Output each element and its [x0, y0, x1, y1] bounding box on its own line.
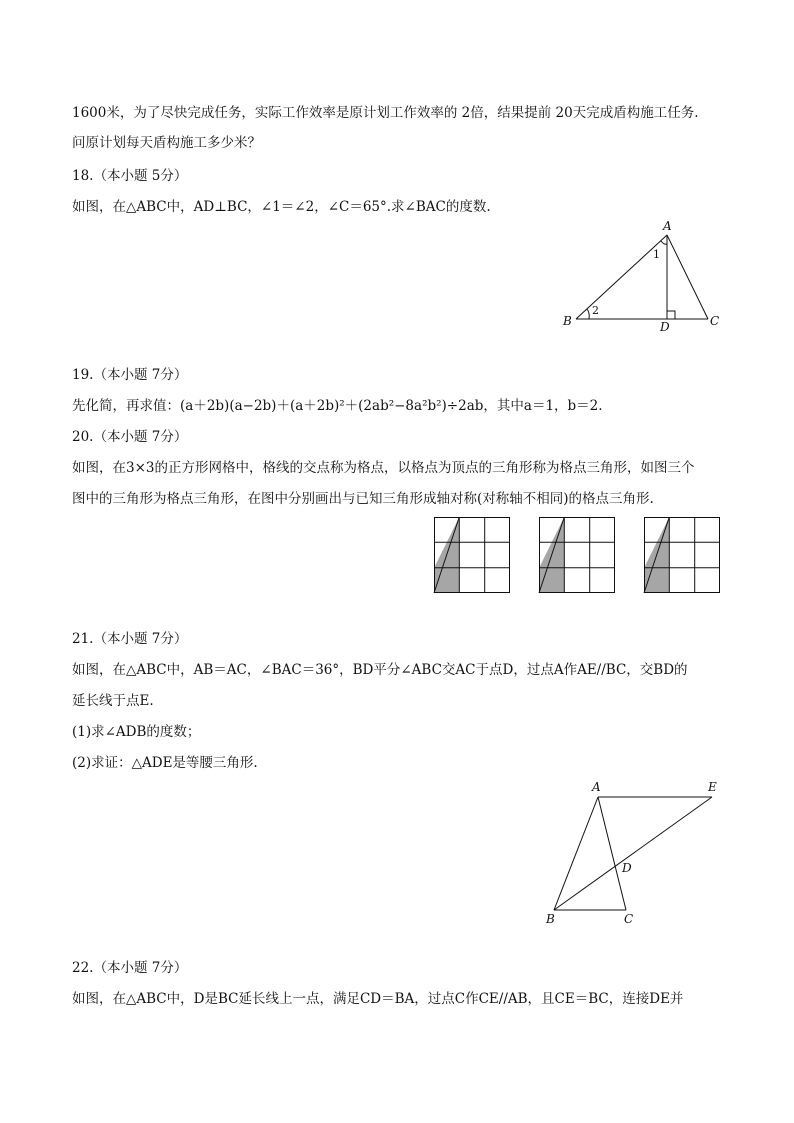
q22-header: 22.（本小题 7分） [72, 960, 188, 976]
q21-label-d: D [622, 861, 632, 875]
q18-angle-2-label: 2 [592, 304, 599, 317]
q18-label-d: D [660, 320, 670, 334]
q19-text: 先化简，再求值：(a＋2b)(a−2b)＋(a＋2b)²＋(2ab²−8a²b²)÷2ab，其中a＝1，b＝2. [72, 398, 603, 414]
q18-triangle-figure [560, 218, 730, 338]
q20-grid-1 [434, 517, 510, 593]
q20-line-2: 图中的三角形为格点三角形，在图中分别画出与已知三角形成轴对称(对称轴不相同)的格点三角形. [72, 491, 654, 507]
q18-header: 18.（本小题 5分） [72, 168, 188, 184]
q20-grid-3 [644, 517, 720, 593]
q21-line-1: 如图，在△ABC中，AB＝AC，∠BAC＝36°，BD平分∠ABC交AC于点D，过点A作AE//BC，交BD的 [72, 662, 688, 678]
q19-header: 19.（本小题 7分） [72, 367, 188, 383]
q21-header: 21.（本小题 7分） [72, 631, 188, 647]
q20-header: 20.（本小题 7分） [72, 429, 188, 445]
q20-line-1: 如图，在3×3的正方形网格中，格线的交点称为格点，以格点为顶点的三角形称为格点三角形，如图三个 [72, 460, 695, 476]
q18-label-b: B [563, 314, 572, 328]
q21-line-2: 延长线于点E. [72, 693, 154, 709]
q18-text: 如图，在△ABC中，AD⊥BC，∠1＝∠2，∠C＝65°.求∠BAC的度数. [72, 199, 491, 215]
q17-line-2: 问原计划每天盾构施工多少米？ [72, 135, 261, 151]
q18-angle-1-label: 1 [653, 248, 660, 261]
q18-label-a: A [663, 219, 672, 233]
q21-part-2: (2)求证：△ADE是等腰三角形. [72, 755, 258, 771]
q21-label-c: C [624, 912, 634, 926]
q21-label-a: A [592, 780, 601, 794]
q21-figure [540, 778, 730, 928]
q21-part-1: (1)求∠ADB的度数； [72, 724, 201, 740]
q21-label-b: B [546, 912, 555, 926]
q18-label-c: C [710, 314, 720, 328]
q20-grid-2 [539, 517, 615, 593]
q17-line-1: 1600米，为了尽快完成任务，实际工作效率是原计划工作效率的 2倍，结果提前 20天完成盾构施工任务. [72, 105, 699, 121]
q22-text: 如图，在△ABC中，D是BC延长线上一点，满足CD＝BA，过点C作CE//AB，且CE＝BC，连接DE并 [72, 991, 684, 1007]
q21-label-e: E [708, 780, 717, 794]
